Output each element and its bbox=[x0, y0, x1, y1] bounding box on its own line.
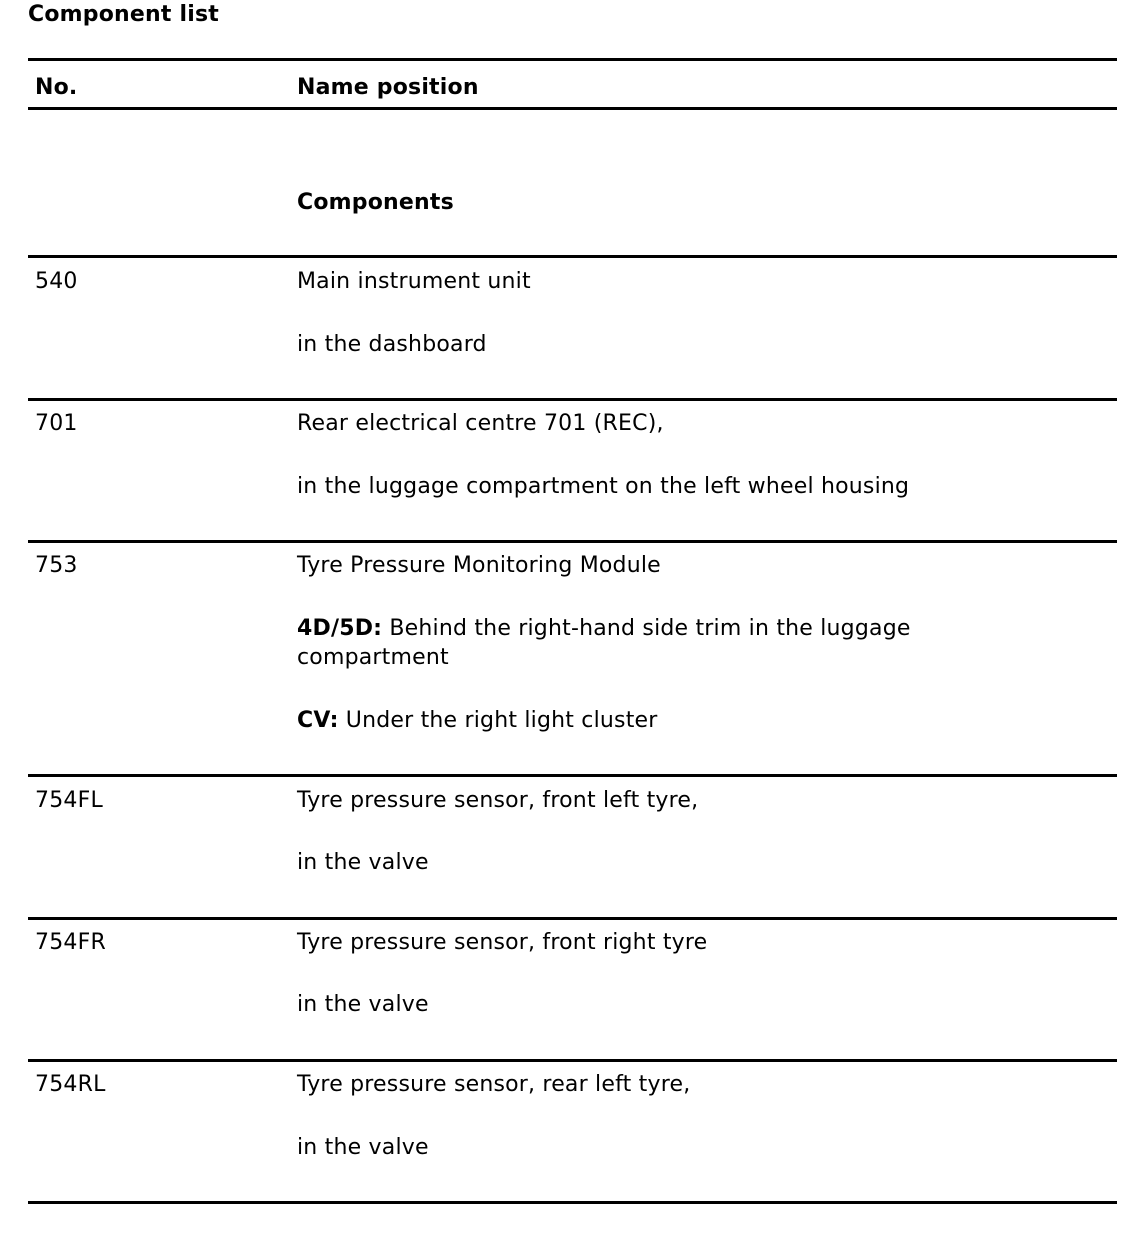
row-component-name: Tyre pressure sensor, front right tyre bbox=[297, 930, 708, 955]
row-component-position bbox=[297, 706, 658, 735]
row-component-position: in the valve bbox=[297, 850, 429, 875]
row-divider bbox=[28, 774, 1117, 777]
row-number: 540 bbox=[35, 269, 78, 294]
row-component-position: in the valve bbox=[297, 992, 429, 1017]
row-number: 753 bbox=[35, 553, 78, 578]
header-no: No. bbox=[35, 75, 78, 100]
row-component-position bbox=[297, 614, 1057, 672]
row-divider bbox=[28, 255, 1117, 258]
table-bottom-rule bbox=[28, 1201, 1117, 1204]
row-component-name: Tyre pressure sensor, rear left tyre, bbox=[297, 1072, 691, 1097]
row-divider bbox=[28, 1059, 1117, 1062]
row-number: 754FR bbox=[35, 930, 106, 955]
row-component-position: in the valve bbox=[297, 1135, 429, 1160]
row-number: 754RL bbox=[35, 1072, 106, 1097]
position-variant-text: Under the right light cluster bbox=[338, 708, 658, 733]
position-variant-label: 4D/5D: bbox=[297, 616, 383, 641]
row-component-position: in the dashboard bbox=[297, 332, 487, 357]
position-variant-label: CV: bbox=[297, 708, 339, 733]
header-name-position: Name position bbox=[297, 75, 479, 100]
row-component-name: Main instrument unit bbox=[297, 269, 531, 294]
header-bottom-rule bbox=[28, 107, 1117, 110]
row-divider bbox=[28, 917, 1117, 920]
section-heading: Components bbox=[297, 190, 454, 215]
row-divider bbox=[28, 398, 1117, 401]
row-component-name: Tyre pressure sensor, front left tyre, bbox=[297, 788, 699, 813]
row-component-name: Rear electrical centre 701 (REC), bbox=[297, 411, 664, 436]
table-top-rule bbox=[28, 58, 1117, 61]
row-component-name: Tyre Pressure Monitoring Module bbox=[297, 553, 661, 578]
page-title: Component list bbox=[28, 2, 219, 27]
row-component-position: in the luggage compartment on the left wheel housing bbox=[297, 474, 910, 499]
position-variant-text: Behind the right-hand side trim in the luggage compartment bbox=[297, 616, 911, 670]
row-number: 701 bbox=[35, 411, 78, 436]
row-number: 754FL bbox=[35, 788, 103, 813]
row-divider bbox=[28, 540, 1117, 543]
